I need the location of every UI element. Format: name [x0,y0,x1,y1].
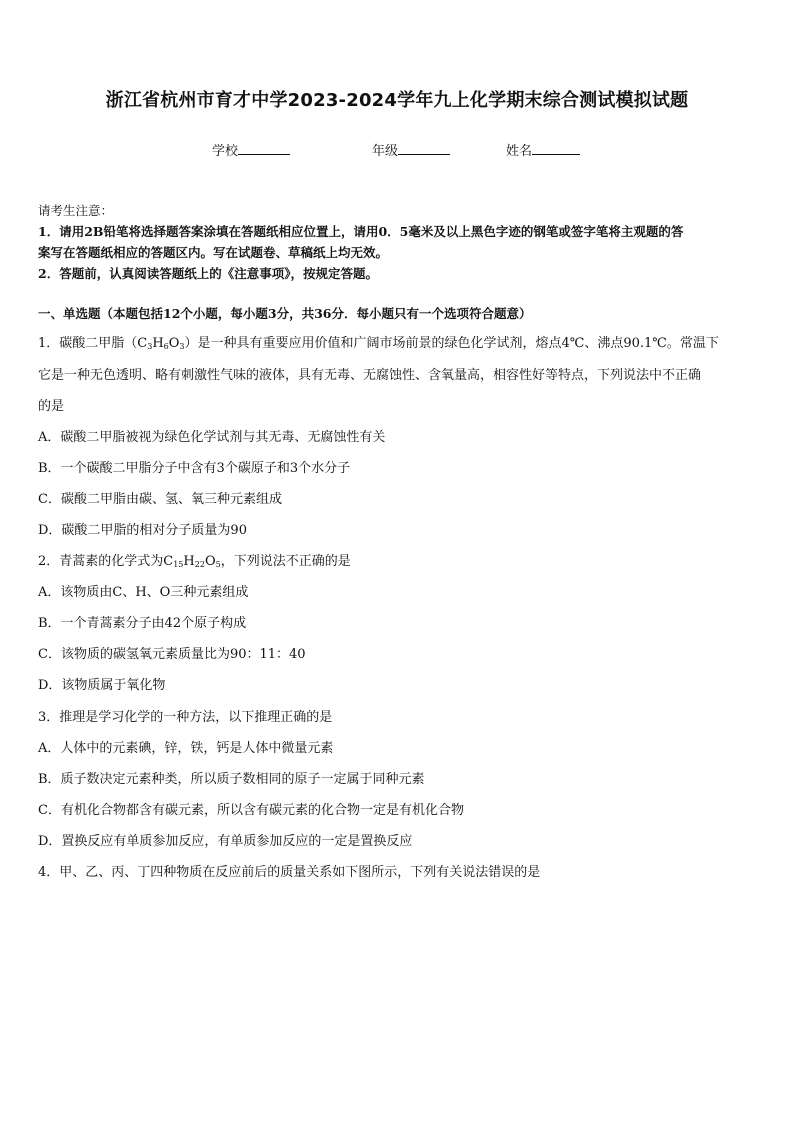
notice-heading: 请考生注意： [38,203,114,218]
name-blank[interactable] [532,140,580,155]
grade-label: 年级 [372,144,399,159]
q2-sub: 15 [173,560,184,569]
q2-sub: 22 [194,560,205,569]
q2-text: ，下列说法不正确的是 [220,554,351,569]
q2-sub: 5 [215,560,221,569]
q1-option-b[interactable]: B．一个碳酸二甲脂分子中含有3个碳原子和3个水分子 [38,461,351,476]
q1-text: 1．碳酸二甲脂（C [38,336,148,351]
q1-sub: 6 [163,342,169,351]
student-info-row [0,140,794,160]
grade-blank[interactable] [398,140,450,155]
q1-text: H [152,336,164,351]
q2-stem [38,550,762,569]
q2-option-a[interactable]: A．该物质由C、H、O三种元素组成 [38,585,249,600]
q1-stem-line-1 [38,332,762,351]
section-heading: 一、单选题（本题包括12个小题，每小题3分，共36分．每小题只有一个选项符合题意） [38,306,532,321]
notice-item-1b: 案写在答题纸相应的答题区内。写在试题卷、草稿纸上均无效。 [38,245,389,260]
page-title: 浙江省杭州市育才中学2023-2024学年九上化学期末综合测试模拟试题 [105,90,689,111]
q2-option-b[interactable]: B．一个青蒿素分子由42个原子构成 [38,616,247,631]
school-label: 学校 [212,144,239,159]
q3-stem: 3．推理是学习化学的一种方法，以下推理正确的是 [38,710,333,725]
q2-option-d[interactable]: D．该物质属于氧化物 [38,678,166,693]
q1-stem-line-2: 它是一种无色透明、略有刺激性气味的液体，具有无毒、无腐蚀性、含氧量高，相容性好等特点，下列说法中不正确 [38,368,702,383]
q1-stem-line-3: 的是 [38,399,65,414]
q4-stem: 4．甲、乙、丙、丁四种物质在反应前后的质量关系如下图所示，下列有关说法错误的是 [38,865,541,880]
name-label: 姓名 [506,144,533,159]
q2-option-c[interactable]: C．该物质的碳氢氧元素质量比为90：11：40 [38,647,306,662]
q1-sub: 3 [147,342,153,351]
name-field [506,140,580,159]
q1-sub: 3 [179,342,185,351]
q1-option-a[interactable]: A．碳酸二甲脂被视为绿色化学试剂与其无毒、无腐蚀性有关 [38,430,386,445]
school-blank[interactable] [238,140,290,155]
q2-text: O [204,554,216,569]
q2-text: H [183,554,195,569]
q3-option-b[interactable]: B．质子数决定元素种类，所以质子数相同的原子一定属于同种元素 [38,772,425,787]
q1-text: ）是一种具有重要应用价值和广阔市场前景的绿色化学试剂，熔点4℃、沸点90.1℃。常温下 [184,336,719,351]
grade-field [372,140,450,159]
notice-item-1a: 1．请用2B铅笔将选择题答案涂填在答题纸相应位置上，请用0．5毫米及以上黑色字迹的钢笔或签字笔将主观题的答 [38,224,684,239]
q3-option-c[interactable]: C．有机化合物都含有碳元素，所以含有碳元素的化合物一定是有机化合物 [38,803,464,818]
q2-text: 2．青蒿素的化学式为C [38,554,174,569]
q1-text: O [168,336,180,351]
q3-option-d[interactable]: D．置换反应有单质参加反应，有单质参加反应的一定是置换反应 [38,834,413,849]
q3-option-a[interactable]: A．人体中的元素碘，锌，铁，钙是人体中微量元素 [38,741,334,756]
notice-block [38,200,758,284]
school-field [212,140,290,159]
q1-option-c[interactable]: C．碳酸二甲脂由碳、氢、氧三种元素组成 [38,492,282,507]
q1-option-d[interactable]: D．碳酸二甲脂的相对分子质量为90 [38,523,247,538]
notice-item-2: 2．答题前，认真阅读答题纸上的《注意事项》，按规定答题。 [38,266,378,281]
